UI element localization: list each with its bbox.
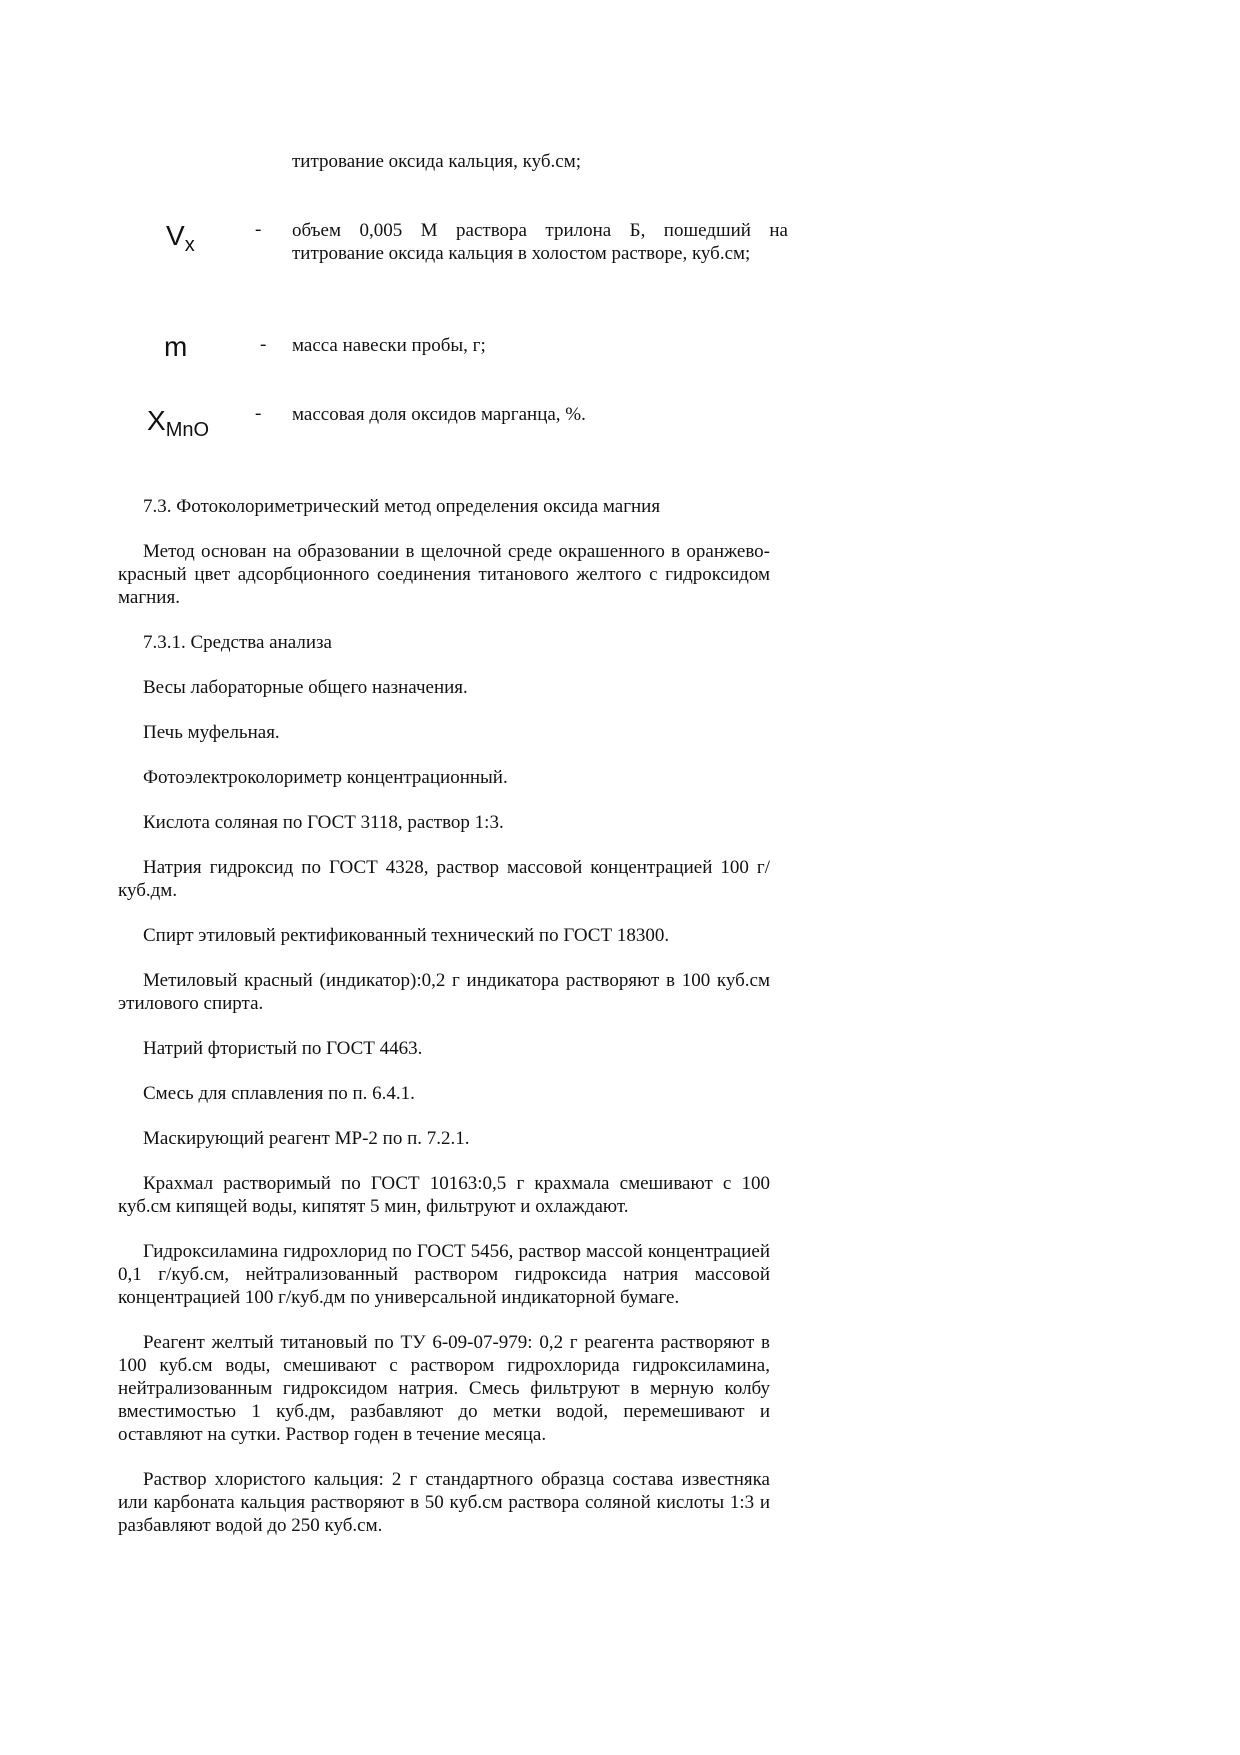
definition-dash: - xyxy=(255,403,262,424)
subsection-heading: 7.3.1. Средства анализа xyxy=(143,632,332,653)
paragraph: Метод основан на образовании в щелочной среде окрашенного в оранжево-красный цвет адсорбционного соединения титанового желтого с гидроксидом магния. xyxy=(118,541,770,608)
paragraph: Реагент желтый титановый по ТУ 6-09-07-979: 0,2 г реагента растворяют в 100 куб.см воды, смешивают с раствором гидрохлорида гидроксиламина, нейтрализованным гидроксидом натрия. Смесь фильтруют в мерную колбу вместимостью 1 куб.дм, разбавляют до метки водой, перемешивают и оставляют на сутки. Раствор годен в течение месяца. xyxy=(118,1332,770,1445)
paragraph: Метиловый красный (индикатор):0,2 г индикатора растворяют в 100 куб.см этилового спирта. xyxy=(118,970,770,1014)
symbol-xmno: $X_{MnO}$ xyxy=(147,405,210,441)
paragraph: Натрия гидроксид по ГОСТ 4328, раствор массовой концентрацией 100 г/куб.дм. xyxy=(118,857,770,901)
paragraph: Маскирующий реагент МР-2 по п. 7.2.1. xyxy=(143,1128,470,1149)
definition-text: масса навески пробы, г; xyxy=(292,335,486,356)
paragraph: Натрий фтористый по ГОСТ 4463. xyxy=(143,1038,423,1059)
paragraph: Фотоэлектроколориметр концентрационный. xyxy=(143,767,508,788)
paragraph: Спирт этиловый ректификованный технический по ГОСТ 18300. xyxy=(143,925,670,946)
paragraph: Гидроксиламина гидрохлорид по ГОСТ 5456, раствор массой концентрацией 0,1 г/куб.см, нейтрализованный раствором гидроксида натрия массовой концентрацией 100 г/куб.дм по универсальной индикаторной бумаге. xyxy=(118,1241,770,1308)
definition-text: титрование оксида кальция, куб.см; xyxy=(292,151,582,172)
definition-text: объем 0,005 М раствора трилона Б, пошедший на титрование оксида кальция в холостом растворе, куб.см; xyxy=(292,220,788,264)
paragraph: Крахмал растворимый по ГОСТ 10163:0,5 г крахмала смешивают с 100 куб.см кипящей воды, кипятят 5 мин, фильтруют и охлаждают. xyxy=(118,1173,770,1217)
definition-text: массовая доля оксидов марганца, %. xyxy=(292,404,586,425)
paragraph: Раствор хлористого кальция: 2 г стандартного образца состава известняка или карбоната кальция растворяют в 50 куб.см раствора соляной кислоты 1:3 и разбавляют водой до 250 куб.см. xyxy=(118,1469,770,1536)
definition-dash: - xyxy=(260,334,267,355)
section-7-3 xyxy=(118,495,770,1559)
definition-dash: - xyxy=(255,219,262,240)
symbol-m: m xyxy=(164,331,188,362)
paragraph: Печь муфельная. xyxy=(143,722,280,743)
paragraph: Кислота соляная по ГОСТ 3118, раствор 1:3. xyxy=(143,812,504,833)
paragraph: Смесь для сплавления по п. 6.4.1. xyxy=(143,1083,415,1104)
section-heading: 7.3. Фотоколориметрический метод определения оксида магния xyxy=(143,496,661,517)
symbol-vx: $V_x$ xyxy=(166,220,195,256)
paragraph: Весы лабораторные общего назначения. xyxy=(143,677,468,698)
